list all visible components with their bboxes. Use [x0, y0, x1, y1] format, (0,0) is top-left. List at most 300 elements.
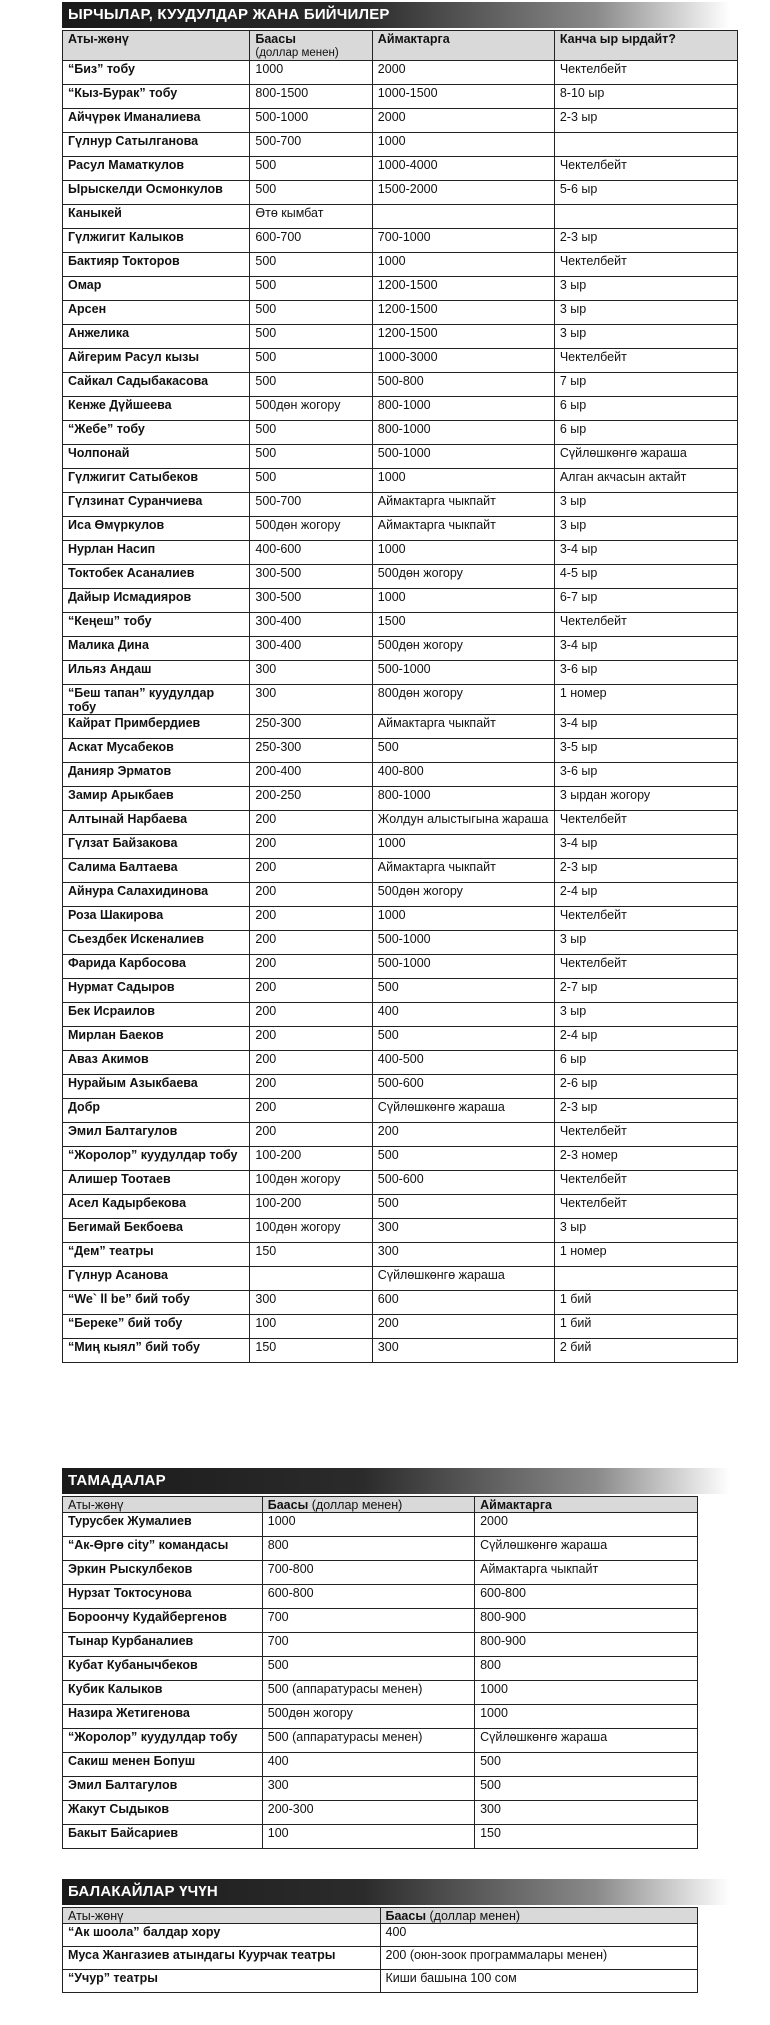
table-row — [63, 883, 738, 907]
table-row — [63, 1705, 698, 1729]
cell-song-count: 1 бий — [554, 1315, 737, 1339]
cell-song-count: 3 ыр — [554, 277, 737, 301]
cell-price: 200-400 — [250, 763, 372, 787]
cell-price: 300-400 — [250, 637, 372, 661]
cell-song-count: 3-6 ыр — [554, 661, 737, 685]
cell-regions: 1000 — [372, 133, 554, 157]
cell-price: 200 (оюн-зоок программалары менен) — [380, 1947, 698, 1970]
cell-name: Кенже Дүйшеева — [63, 397, 250, 421]
cell-song-count — [554, 205, 737, 229]
cell-song-count: Чектелбейт — [554, 811, 737, 835]
table-row — [63, 205, 738, 229]
table-row — [63, 1315, 738, 1339]
singers-section — [62, 2, 738, 1363]
cell-regions: 500 — [372, 979, 554, 1003]
cell-song-count: 2-4 ыр — [554, 1027, 737, 1051]
cell-name: Добр — [63, 1099, 250, 1123]
cell-song-count: 3 ыр — [554, 325, 737, 349]
header-name: Аты-жөнү — [63, 1497, 263, 1513]
cell-name: Тынар Курбаналиев — [63, 1633, 263, 1657]
cell-regions: Аймактарга чыкпайт — [372, 517, 554, 541]
cell-song-count: 1 номер — [554, 685, 737, 715]
cell-regions: 1000 — [372, 469, 554, 493]
cell-price: 200 — [250, 1051, 372, 1075]
cell-price: 500 — [250, 277, 372, 301]
singers-table — [62, 30, 738, 1363]
cell-name: Нурзат Токтосунова — [63, 1585, 263, 1609]
cell-song-count: 3-4 ыр — [554, 715, 737, 739]
table-row — [63, 325, 738, 349]
cell-regions: Сүйлөшкөнгө жараша — [372, 1099, 554, 1123]
cell-name: Чолпонай — [63, 445, 250, 469]
cell-regions: 1500-2000 — [372, 181, 554, 205]
cell-price: 700-800 — [262, 1561, 474, 1585]
cell-song-count: Чектелбейт — [554, 955, 737, 979]
cell-price: 100-200 — [250, 1195, 372, 1219]
header-price-label: Баасы — [255, 32, 296, 46]
cell-name: “Ак-Өргө city” командасы — [63, 1537, 263, 1561]
cell-price: 700 — [262, 1633, 474, 1657]
cell-price: 1000 — [262, 1513, 474, 1537]
cell-song-count: 2-3 ыр — [554, 229, 737, 253]
table-row — [63, 181, 738, 205]
cell-regions: 500 — [475, 1777, 698, 1801]
table-row — [63, 739, 738, 763]
header-regions: Аймактарга — [475, 1497, 698, 1513]
cell-regions: 1200-1500 — [372, 277, 554, 301]
table-row — [63, 1123, 738, 1147]
cell-price: 200 — [250, 1099, 372, 1123]
cell-song-count: 2-3 ыр — [554, 859, 737, 883]
table-row — [63, 979, 738, 1003]
cell-price: 500 — [250, 325, 372, 349]
cell-name: “Жебе” тобу — [63, 421, 250, 445]
cell-song-count: Чектелбейт — [554, 907, 737, 931]
cell-name: Каныкей — [63, 205, 250, 229]
cell-song-count: 3 ыр — [554, 1003, 737, 1027]
cell-price: 200 — [250, 859, 372, 883]
cell-regions: 300 — [372, 1243, 554, 1267]
table-row — [63, 61, 738, 85]
cell-name: “Учур” театры — [63, 1970, 381, 1993]
table-row — [63, 1243, 738, 1267]
cell-price: 700 — [262, 1609, 474, 1633]
cell-price: Өтө кымбат — [250, 205, 372, 229]
cell-price: 250-300 — [250, 715, 372, 739]
cell-price — [250, 1267, 372, 1291]
cell-price: 500-1000 — [250, 109, 372, 133]
cell-song-count: Чектелбейт — [554, 1123, 737, 1147]
cell-regions: 600-800 — [475, 1585, 698, 1609]
table-row — [63, 277, 738, 301]
cell-price: 600-700 — [250, 229, 372, 253]
cell-song-count: 3-4 ыр — [554, 541, 737, 565]
cell-regions: 2000 — [372, 61, 554, 85]
cell-price: 500-700 — [250, 133, 372, 157]
cell-name: Нурайым Азыкбаева — [63, 1075, 250, 1099]
cell-regions: 1000 — [475, 1681, 698, 1705]
cell-regions: 1000 — [372, 907, 554, 931]
cell-price: 800 — [262, 1537, 474, 1561]
table-row — [63, 715, 738, 739]
cell-price: 100 — [262, 1825, 474, 1849]
cell-name: Турусбек Жумалиев — [63, 1513, 263, 1537]
cell-song-count: 2-7 ыр — [554, 979, 737, 1003]
table-header-row — [63, 1497, 698, 1513]
cell-regions — [372, 205, 554, 229]
cell-name: Роза Шакирова — [63, 907, 250, 931]
table-row — [63, 1075, 738, 1099]
table-row — [63, 1099, 738, 1123]
table-row — [63, 493, 738, 517]
cell-regions: 1000 — [372, 835, 554, 859]
cell-regions: 800-1000 — [372, 787, 554, 811]
cell-name: “Беш тапан” куудулдар тобу — [63, 685, 250, 715]
header-regions: Аймактарга — [372, 31, 554, 61]
cell-song-count: 2-4 ыр — [554, 883, 737, 907]
cell-regions: 150 — [475, 1825, 698, 1849]
cell-name: Нурмат Садыров — [63, 979, 250, 1003]
cell-price: 200 — [250, 979, 372, 1003]
cell-song-count: 3 ыр — [554, 301, 737, 325]
cell-name: Бактияр Токторов — [63, 253, 250, 277]
cell-regions: 200 — [372, 1123, 554, 1147]
cell-regions: 500-1000 — [372, 931, 554, 955]
cell-name: Назира Жетигенова — [63, 1705, 263, 1729]
header-price — [250, 31, 372, 61]
table-row — [63, 85, 738, 109]
cell-song-count: Чектелбейт — [554, 349, 737, 373]
cell-song-count: 3-4 ыр — [554, 835, 737, 859]
cell-regions: 400-500 — [372, 1051, 554, 1075]
cell-song-count: 2-6 ыр — [554, 1075, 737, 1099]
table-row — [63, 589, 738, 613]
table-row — [63, 859, 738, 883]
table-row — [63, 1729, 698, 1753]
table-row — [63, 1537, 698, 1561]
cell-song-count: 8-10 ыр — [554, 85, 737, 109]
cell-song-count — [554, 1267, 737, 1291]
cell-name: Бакыт Байсариев — [63, 1825, 263, 1849]
cell-song-count: 1 номер — [554, 1243, 737, 1267]
cell-name: Омар — [63, 277, 250, 301]
cell-song-count: Алган акчасын актайт — [554, 469, 737, 493]
cell-price: 200 — [250, 1123, 372, 1147]
table-row — [63, 907, 738, 931]
cell-song-count: 3 ыр — [554, 493, 737, 517]
cell-price: 500 — [262, 1657, 474, 1681]
cell-price: 100дөн жогору — [250, 1171, 372, 1195]
cell-price: 150 — [250, 1243, 372, 1267]
cell-price: 500 (аппаратурасы менен) — [262, 1681, 474, 1705]
cell-regions: 1000 — [372, 541, 554, 565]
table-row — [63, 1633, 698, 1657]
cell-name: Гүлзинат Суранчиева — [63, 493, 250, 517]
table-row — [63, 1219, 738, 1243]
cell-regions: 500-600 — [372, 1075, 554, 1099]
cell-price: 500 — [250, 157, 372, 181]
cell-price: 100 — [250, 1315, 372, 1339]
cell-name: Расул Маматкулов — [63, 157, 250, 181]
cell-regions: 500 — [372, 1027, 554, 1051]
cell-price: 500 (аппаратурасы менен) — [262, 1729, 474, 1753]
header-price — [380, 1908, 698, 1924]
cell-name: Салима Балтаева — [63, 859, 250, 883]
table-row — [63, 133, 738, 157]
table-row — [63, 1657, 698, 1681]
cell-regions: 300 — [372, 1339, 554, 1363]
table-row — [63, 469, 738, 493]
cell-name: Эмил Балтагулов — [63, 1123, 250, 1147]
table-row — [63, 835, 738, 859]
table-row — [63, 1171, 738, 1195]
cell-price: 200-250 — [250, 787, 372, 811]
cell-regions: Сүйлөшкөнгө жараша — [475, 1729, 698, 1753]
table-row — [63, 445, 738, 469]
cell-name: “Береке” бий тобу — [63, 1315, 250, 1339]
cell-song-count: Сүйлөшкөнгө жараша — [554, 445, 737, 469]
cell-regions: 200 — [372, 1315, 554, 1339]
table-header-row — [63, 31, 738, 61]
cell-name: Аскат Мусабеков — [63, 739, 250, 763]
cell-price: 500 — [250, 301, 372, 325]
cell-price: 400-600 — [250, 541, 372, 565]
cell-name: Гүлзат Байзакова — [63, 835, 250, 859]
table-row — [63, 253, 738, 277]
table-row — [63, 229, 738, 253]
cell-price: 200 — [250, 907, 372, 931]
cell-regions: 700-1000 — [372, 229, 554, 253]
cell-name: “Кеңеш” тобу — [63, 613, 250, 637]
cell-regions: 2000 — [475, 1513, 698, 1537]
cell-regions: 500-800 — [372, 373, 554, 397]
cell-price: 400 — [262, 1753, 474, 1777]
header-price-unit: (доллар менен) — [255, 47, 339, 59]
cell-regions: 500-1000 — [372, 661, 554, 685]
cell-regions: 1000 — [372, 253, 554, 277]
singers-section-title: ЫРЧЫЛАР, КУУДУЛДАР ЖАНА БИЙЧИЛЕР — [62, 2, 730, 28]
cell-regions: 800 — [475, 1657, 698, 1681]
cell-song-count: 6-7 ыр — [554, 589, 737, 613]
cell-name: Дайыр Исмадияров — [63, 589, 250, 613]
table-row — [63, 109, 738, 133]
table-row — [63, 637, 738, 661]
cell-song-count: 3-4 ыр — [554, 637, 737, 661]
cell-regions: 1000-1500 — [372, 85, 554, 109]
tamada-section — [62, 1468, 730, 1849]
header-name: Аты-жөнү — [63, 1908, 381, 1924]
cell-regions: Сүйлөшкөнгө жараша — [475, 1537, 698, 1561]
cell-regions: 1200-1500 — [372, 301, 554, 325]
cell-regions: 800-900 — [475, 1633, 698, 1657]
cell-name: Бек Исраилов — [63, 1003, 250, 1027]
cell-song-count: 2-3 ыр — [554, 109, 737, 133]
table-row — [63, 1195, 738, 1219]
table-row — [63, 787, 738, 811]
cell-regions: 500 — [372, 1195, 554, 1219]
cell-price: 150 — [250, 1339, 372, 1363]
table-row — [63, 1291, 738, 1315]
cell-price: 300 — [262, 1777, 474, 1801]
cell-regions: 1000-3000 — [372, 349, 554, 373]
header-price-unit: (доллар менен) — [429, 1909, 521, 1923]
cell-regions: Жолдун алыстыгына жараша — [372, 811, 554, 835]
cell-song-count: Чектелбейт — [554, 253, 737, 277]
cell-regions: 1000 — [475, 1705, 698, 1729]
cell-song-count: 2-3 номер — [554, 1147, 737, 1171]
table-row — [63, 685, 738, 715]
cell-name: Айчүрөк Иманалиева — [63, 109, 250, 133]
cell-song-count: 1 бий — [554, 1291, 737, 1315]
header-price-label: Баасы — [267, 1498, 309, 1512]
cell-price: 300 — [250, 661, 372, 685]
cell-name: Иса Өмүркулов — [63, 517, 250, 541]
cell-name: Арсен — [63, 301, 250, 325]
cell-regions: 500дөн жогору — [372, 883, 554, 907]
table-row — [63, 421, 738, 445]
cell-name: Муса Жангазиев атындагы Куурчак театры — [63, 1947, 381, 1970]
tamada-table — [62, 1496, 698, 1849]
cell-name: “Дем” театры — [63, 1243, 250, 1267]
cell-regions: 1000-4000 — [372, 157, 554, 181]
table-row — [63, 1585, 698, 1609]
cell-price: 500дөн жогору — [250, 517, 372, 541]
table-row — [63, 1561, 698, 1585]
header-song-count: Канча ыр ырдайт? — [554, 31, 737, 61]
cell-name: “Кыз-Бурак” тобу — [63, 85, 250, 109]
cell-song-count: 7 ыр — [554, 373, 737, 397]
cell-name: Сайкал Садыбакасова — [63, 373, 250, 397]
cell-song-count: 2 бий — [554, 1339, 737, 1363]
cell-song-count: 3 ыр — [554, 931, 737, 955]
cell-song-count: 3 ырдан жогору — [554, 787, 737, 811]
cell-name: Кубик Калыков — [63, 1681, 263, 1705]
table-row — [63, 1681, 698, 1705]
table-row — [63, 661, 738, 685]
table-row — [63, 1051, 738, 1075]
cell-regions: 1000 — [372, 589, 554, 613]
cell-name: Анжелика — [63, 325, 250, 349]
cell-song-count: Чектелбейт — [554, 61, 737, 85]
header-price — [262, 1497, 474, 1513]
table-row — [63, 1825, 698, 1849]
cell-name: Кубат Кубанычбеков — [63, 1657, 263, 1681]
table-row — [63, 1027, 738, 1051]
cell-name: Кайрат Примбердиев — [63, 715, 250, 739]
cell-name: “Жоролор” куудулдар тобу — [63, 1729, 263, 1753]
cell-name: Асел Кадырбекова — [63, 1195, 250, 1219]
table-row — [63, 541, 738, 565]
kids-section — [62, 1879, 730, 1993]
table-row — [63, 1513, 698, 1537]
cell-name: Нурлан Насип — [63, 541, 250, 565]
cell-regions: 800-900 — [475, 1609, 698, 1633]
cell-regions: 400-800 — [372, 763, 554, 787]
cell-name: “Биз” тобу — [63, 61, 250, 85]
cell-price: 200 — [250, 931, 372, 955]
cell-name: “Миң кыял” бий тобу — [63, 1339, 250, 1363]
cell-song-count: Чектелбейт — [554, 1195, 737, 1219]
table-header-row — [63, 1908, 698, 1924]
cell-regions: 400 — [372, 1003, 554, 1027]
cell-price: 200 — [250, 1075, 372, 1099]
header-name: Аты-жөнү — [63, 31, 250, 61]
cell-name: Ырыскелди Осмонкулов — [63, 181, 250, 205]
table-row — [63, 955, 738, 979]
cell-name: Жакут Сыдыков — [63, 1801, 263, 1825]
cell-song-count: 3 ыр — [554, 1219, 737, 1243]
table-row — [63, 301, 738, 325]
cell-name: Токтобек Асаналиев — [63, 565, 250, 589]
table-row — [63, 811, 738, 835]
cell-song-count: 3 ыр — [554, 517, 737, 541]
cell-price: 200-300 — [262, 1801, 474, 1825]
cell-price: 500дөн жогору — [262, 1705, 474, 1729]
table-row — [63, 613, 738, 637]
cell-price: 200 — [250, 955, 372, 979]
cell-regions: 1200-1500 — [372, 325, 554, 349]
cell-name: Эмил Балтагулов — [63, 1777, 263, 1801]
header-price-unit: (доллар менен) — [311, 1498, 403, 1512]
cell-price: Киши башына 100 сом — [380, 1970, 698, 1993]
table-row — [63, 1970, 698, 1993]
cell-price: 500 — [250, 469, 372, 493]
kids-section-title: БАЛАКАЙЛАР ҮЧҮН — [62, 1879, 730, 1905]
cell-song-count: Чектелбейт — [554, 613, 737, 637]
table-row — [63, 1003, 738, 1027]
cell-regions: 500 — [372, 739, 554, 763]
cell-price: 300-500 — [250, 565, 372, 589]
cell-name: Бегимай Бекбоева — [63, 1219, 250, 1243]
cell-price: 500 — [250, 421, 372, 445]
cell-name: Мирлан Баеков — [63, 1027, 250, 1051]
cell-price: 500-700 — [250, 493, 372, 517]
cell-name: Эркин Рыскулбеков — [63, 1561, 263, 1585]
kids-table — [62, 1907, 698, 1993]
cell-regions: 600 — [372, 1291, 554, 1315]
cell-name: Ильяз Андаш — [63, 661, 250, 685]
table-row — [63, 1801, 698, 1825]
table-row — [63, 763, 738, 787]
cell-song-count: 5-6 ыр — [554, 181, 737, 205]
table-row — [63, 1267, 738, 1291]
table-row — [63, 517, 738, 541]
cell-name: Бороончу Кудайбергенов — [63, 1609, 263, 1633]
cell-name: Замир Арыкбаев — [63, 787, 250, 811]
cell-price: 300-500 — [250, 589, 372, 613]
cell-price: 500дөн жогору — [250, 397, 372, 421]
cell-song-count: 3-6 ыр — [554, 763, 737, 787]
cell-song-count: 3-5 ыр — [554, 739, 737, 763]
cell-price: 1000 — [250, 61, 372, 85]
cell-price: 200 — [250, 1027, 372, 1051]
cell-regions: 800-1000 — [372, 397, 554, 421]
cell-name: Алишер Тоотаев — [63, 1171, 250, 1195]
table-row — [63, 1753, 698, 1777]
cell-name: Сакиш менен Бопуш — [63, 1753, 263, 1777]
cell-price: 300 — [250, 685, 372, 715]
table-row — [63, 1339, 738, 1363]
cell-name: “We` ll be” бий тобу — [63, 1291, 250, 1315]
cell-regions: 300 — [372, 1219, 554, 1243]
cell-price: 800-1500 — [250, 85, 372, 109]
table-row — [63, 373, 738, 397]
cell-regions: Аймактарга чыкпайт — [475, 1561, 698, 1585]
cell-name: Гүлжигит Калыков — [63, 229, 250, 253]
cell-price: 600-800 — [262, 1585, 474, 1609]
cell-name: Гүлнур Сатылганова — [63, 133, 250, 157]
cell-name: Алтынай Нарбаева — [63, 811, 250, 835]
